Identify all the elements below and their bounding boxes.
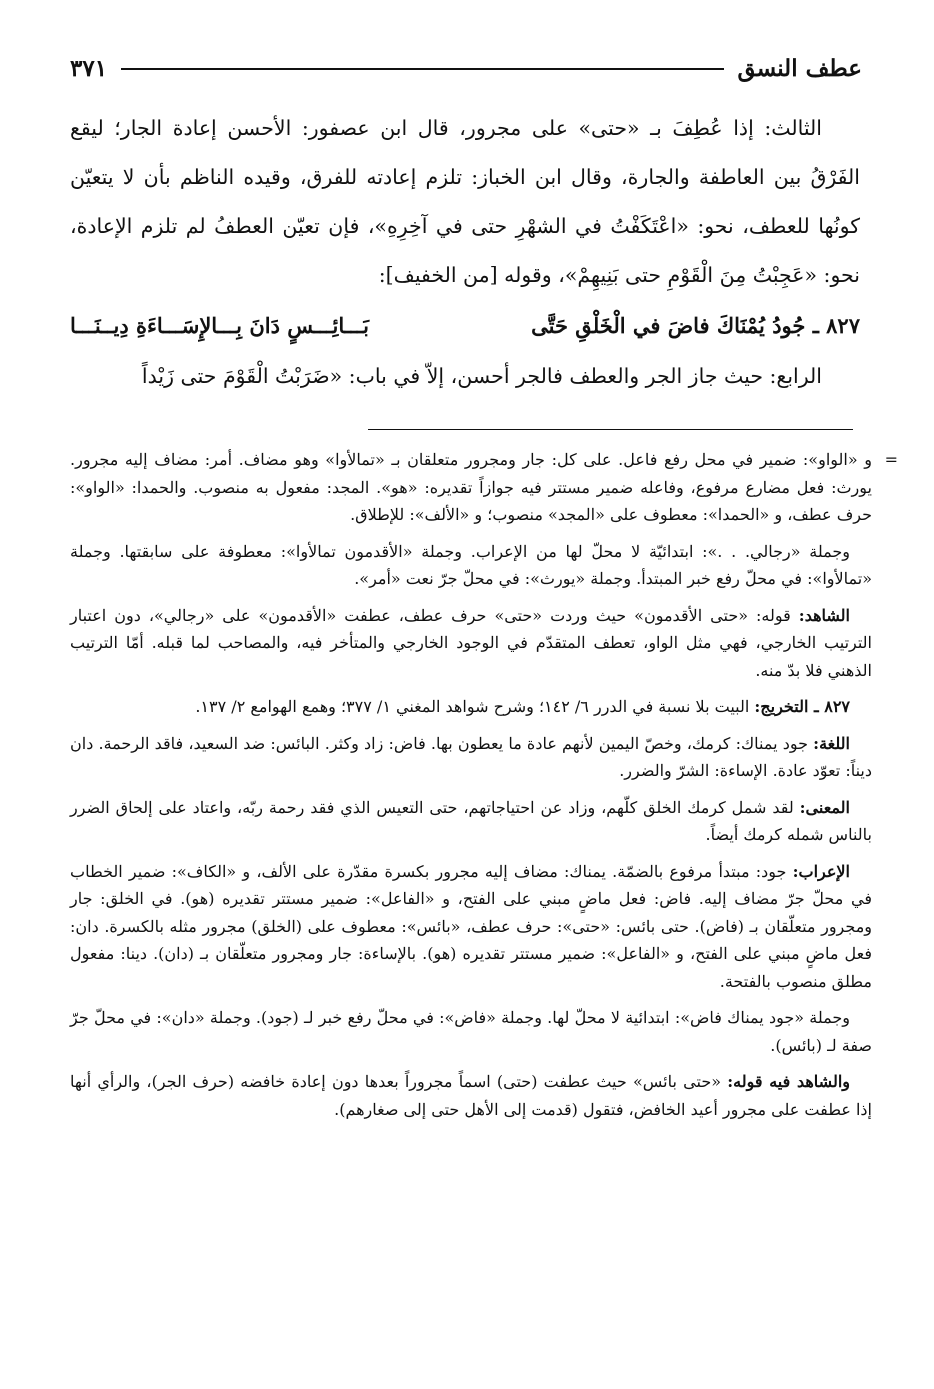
verse-827	[70, 300, 860, 352]
verse-hemistich-second: بَـــائِـــسٍ دَانَ بِـــالإِسَـــاءَةِ دِيــنَـــا	[70, 313, 370, 338]
footnote-text: قوله: «حتى الأقدمون» حيث وردت «حتى» حرف عطف، عطفت «الأقدمون» على «رجالي»، دون اعتبار الترتيب الخارجي، فهي مثل الواو، تعطف المتقدّم في الوجود الخارجي والمتأخر فيه، والمصاحب لما قبله. أمّا الترتيب الذهني فلا بدّ منه.	[70, 605, 872, 680]
main-text	[70, 104, 860, 401]
footnote-text: لقد شمل كرمك الخلق كلّهم، وزاد عن احتياجاتهم، حتى التعيس الذي فقد رحمة ربّه، واعتاد على إلحاق الضرر بالناس شمله كرمك أيضاً.	[70, 797, 872, 844]
footnote-text: «حتى بائس» حيث عطفت (حتى) اسماً مجروراً بعدها دون إعادة خافضه (حرف الجر)، والرأي أنها إذا عطفت على مجرور أعيد الخافض، فتقول (قدمت إلى الأهل حتى إلى صغارهم).	[70, 1072, 872, 1119]
footnote-label: الإعراب:	[792, 861, 850, 881]
footnote-jumal	[70, 1004, 872, 1059]
footnotes	[70, 446, 898, 1132]
continuation-mark: =	[884, 450, 898, 469]
footnote-text: وجملة «رجالي. . .»: ابتدائيّة لا محلّ لها من الإعراب. وجملة «الأقدمون تمالأوا»: معطوفة على سابقتها. وجملة «تمالأوا»: في محلّ رفع خبر المبتدأ. وجملة «يورث»: في محلّ جرّ نعت «أمر».	[70, 541, 872, 588]
footnote-label: والشاهد فيه قوله:	[727, 1072, 850, 1091]
footnote-takhrij	[70, 693, 872, 721]
footnote-jumal-previous	[70, 538, 872, 593]
footnote-label: اللغة:	[813, 733, 850, 753]
header-rule	[121, 68, 723, 70]
verse-hemistich-first: ٨٢٧ ـ جُودُ يُمْنَاكَ فاضَ في الْخَلْقِ حَتَّى	[531, 313, 860, 338]
running-title: عطف النسق	[737, 55, 862, 82]
footnote-text: جود: مبتدأ مرفوع بالضمّة. يمناك: مضاف إليه مجرور بكسرة مقدّرة على الألف، و «الكاف»: ضمير الخطاب في محلّ جرّ مضاف إليه. فاض: فعل ماضٍ مبني على الفتح، و «الفاعل»: ضمير مستتر تقديره (هو). في الخلق: جار ومجرور متعلّقان بـ (فاض). حتى بائس: «حتى»: حرف عطف، «بائس»: معطوف على (الخلق) مجرور مثله بالكسرة. دان: فعل ماضٍ مبني على الفتح، و «الفاعل»: ضمير مستتر تقديره (هو). بالإساءة: جار ومجرور متعلّقان بـ (دان). دينا: مفعول مطلق منصوب بالفتحة.	[70, 861, 872, 991]
footnote-irab-continued	[70, 446, 898, 529]
footnote-label: المعنى:	[799, 797, 850, 817]
footnote-lugha	[70, 730, 872, 785]
footnote-shahid-previous	[70, 602, 872, 685]
footnote-mana	[70, 794, 872, 849]
page-header	[70, 40, 862, 84]
footnote-separator	[368, 429, 853, 430]
footnote-irab	[70, 858, 872, 996]
main-paragraph-fourth: الرابع: حيث جاز الجر والعطف فالجر أحسن، إلاّ في باب: «ضَرَبْتُ الْقَوْمَ حتى زَيْداً	[141, 364, 822, 388]
page-number: ٣٧١	[70, 55, 108, 82]
footnote-shahid	[70, 1068, 872, 1123]
footnote-text: و «الواو»: ضمير في محل رفع فاعل. على كل: جار ومجرور متعلقان بـ «تمالأوا» وهو مضاف. أمر: مضاف إليه مجرور. يورث: فعل مضارع مرفوع، وفاعله ضمير مستتر فيه جوازاً تقديره: «هو». المجد: مفعول به منصوب. والحمدا: «الواو»: حرف عطف، و «الحمدا»: معطوف على «المجد» منصوب؛ و «الألف»: للإطلاق.	[70, 450, 872, 524]
footnote-text: البيت بلا نسبة في الدرر ٦/ ١٤٢؛ وشرح شواهد المغني ١/ ٣٧٧؛ وهمع الهوامع ٢/ ١٣٧.	[195, 697, 750, 716]
footnote-text: جود يمناك: كرمك، وخصّ اليمين لأنهم عادة ما يعطون بها. فاض: زاد وكثر. البائس: ضد السعيد، فاقد الرحمة. دان ديناً: تعوّد عادة. الإساءة: الشرّ والضرر.	[70, 733, 872, 780]
main-paragraph-third: الثالث: إذا عُطِفَ بـ «حتى» على مجرور، قال ابن عصفور: الأحسن إعادة الجار؛ ليقع الفَرْقُ بين العاطفة والجارة، وقال ابن الخباز: تلزم إعادته للفرق، وقيده الناظم بأن لا يتعيّن كونُها للعطف، نحو: «اعْتَكَفْتُ في الشهْرِ حتى في آخِرِهِ»، فإن تعيّن العطفُ لم تلزم الإعادة، نحو: «عَجِبْتُ مِنَ الْقَوْمِ حتى بَنِيهِمْ»، وقوله [من الخفيف]:	[70, 116, 860, 287]
footnote-label: الشاهد:	[798, 605, 850, 625]
footnote-label: ٨٢٧ ـ التخريج:	[754, 697, 850, 716]
footnote-text: وجملة «جود يمناك فاض»: ابتدائية لا محلّ لها. وجملة «فاض»: في محلّ رفع خبر لـ (جود). وجملة «دان»: في محلّ جرّ صفة لـ (بائس).	[70, 1008, 872, 1055]
